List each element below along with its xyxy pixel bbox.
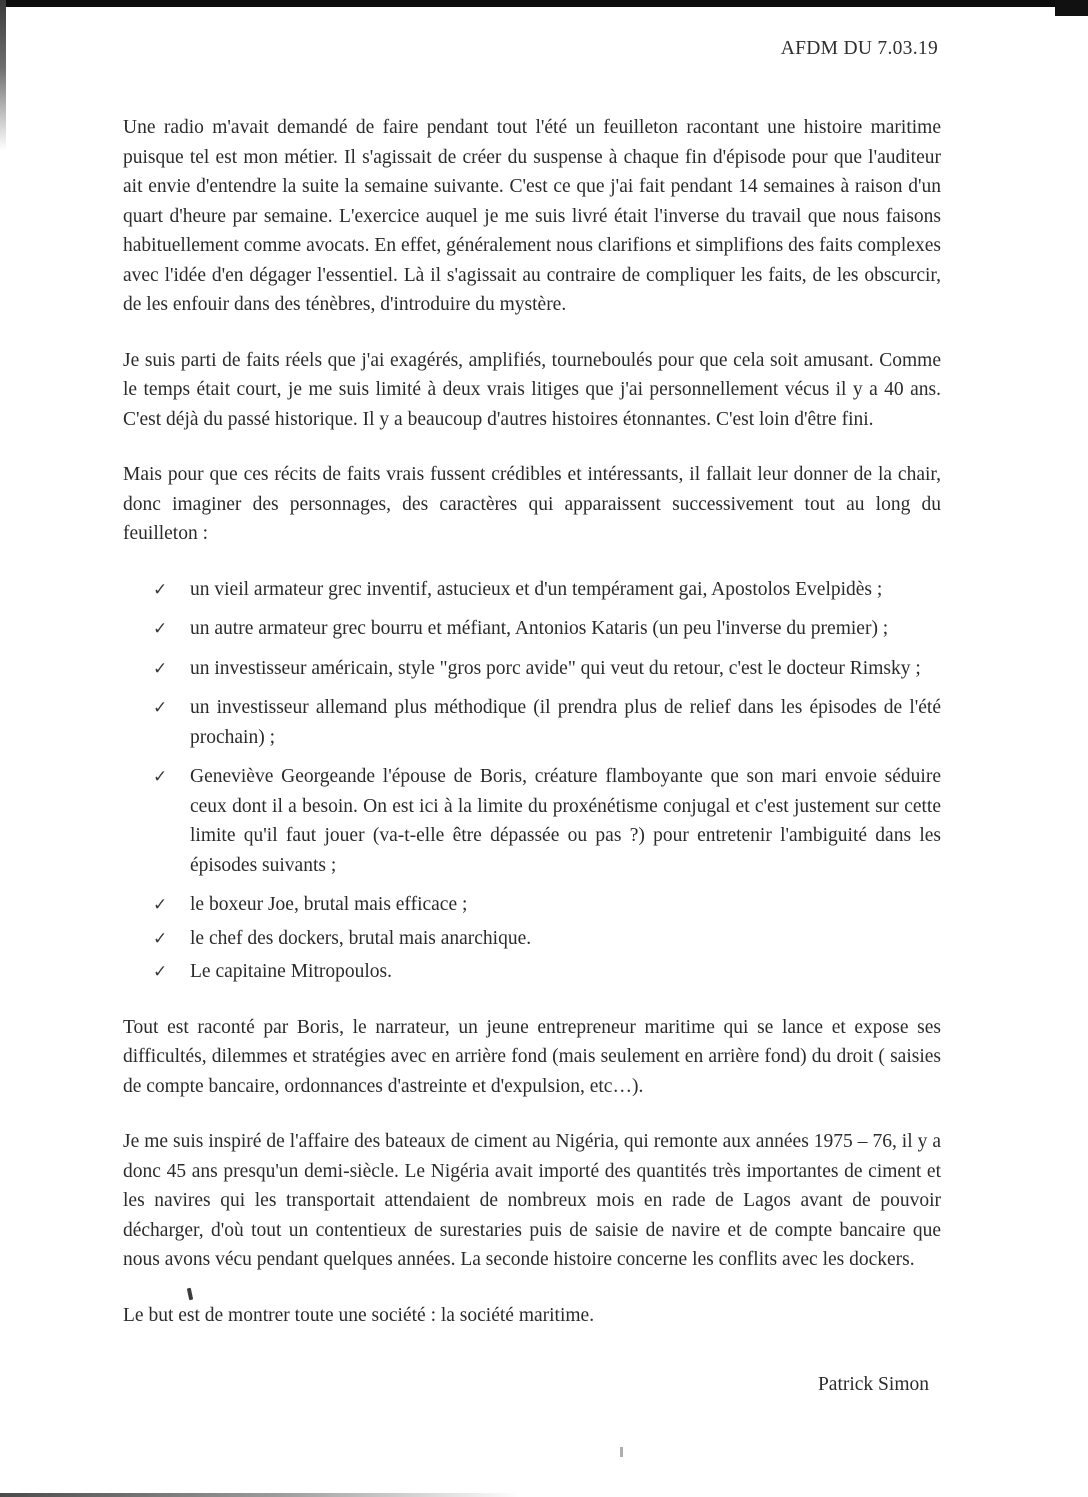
checkmark-icon: ✓ [153,658,168,678]
document-header: AFDM DU 7.03.19 [780,38,938,59]
character-list [123,575,941,987]
scan-edge-left [0,0,6,150]
list-item [145,614,941,644]
scan-speck-artifact [620,1447,623,1457]
document-body [123,113,941,1399]
closing-paragraphs [123,1013,941,1331]
paragraph-real-facts: Je suis parti de faits réels que j'ai exagérés, amplifiés, tourneboulés pour que cela soit amusant. Comme le temps était court, je me suis limité à deux vrais litiges que j'ai personnellement vécus il y a 40 ans. C'est déjà du passé historique. Il y a beaucoup d'autres histoires étonnantes. C'est loin d'être fini. [123,349,941,430]
list-item-label: un autre armateur grec bourru et méfiant, Antonios Kataris (un peu l'inverse du premier) ; [190,618,889,639]
signature-line: Patrick Simon [817,1374,929,1395]
list-item [145,957,941,987]
paragraph-conclusion: Le but est de montrer toute une société : la société maritime. [123,1304,595,1326]
scan-edge-top [0,0,1088,7]
paragraph-characters-intro: Mais pour que ces récits de faits vrais fussent crédibles et intéressants, il fallait leur donner de la chair, donc imaginer des personnages, des caractères qui apparaissent successivement tout au long du feuilleton : [123,464,941,544]
list-item [145,575,941,605]
list-item [145,890,941,920]
list-item-label: le chef des dockers, brutal mais anarchique. [190,927,532,949]
checkmark-icon: ✓ [153,895,168,914]
checkmark-icon: ✓ [153,962,168,981]
paragraph-nigeria-case: Je me suis inspiré de l'affaire des bateaux de ciment au Nigéria, qui remonte aux années 1975 – 76, il y a donc 45 ans presqu'un demi-siècle. Le Nigéria avait importé des quantités très importantes de ciment et les navires qui les transportait attendaient de nombreux mois en rade de Lagos avant de pouvoir décharger, d'où tout un contentieux de surestaries puis de saisie de navire et de compte bancaire que nous avons vécu pendant quelques années. La seconde histoire concerne les conflits avec les dockers. [123,1131,941,1270]
list-item-label: le boxeur Joe, brutal mais efficace ; [190,894,468,915]
list-item-label: Le capitaine Mitropoulos. [190,961,392,982]
list-item [145,924,941,954]
scan-edge-bottom [0,1493,520,1497]
list-item-label: un investisseur américain, style "gros porc avide" qui veut du retour, c'est le docteur Rimsky ; [190,657,921,679]
list-item-label: un investisseur allemand plus méthodique (il prendra plus de relief dans les épisodes de l'été prochain) ; [190,697,941,748]
checkmark-icon: ✓ [153,698,168,717]
list-item [145,654,941,684]
list-item-label: Geneviève Georgeande l'épouse de Boris, créature flamboyante que son mari envoie séduire ceux dont il a besoin. On est ici à la limite du proxénétisme conjugal et c'est justement sur cette limite qu'il faut jouer (va-t-elle être dépassée ou pas ?) pour entretenir l'ambiguité dans les épisodes suivants ; [190,766,941,876]
checkmark-icon: ✓ [153,928,168,948]
list-item-label: un vieil armateur grec inventif, astucieux et d'un tempérament gai, Apostolos Evelpidès ; [190,578,883,600]
checkmark-icon: ✓ [153,619,168,638]
paragraph-intro: Une radio m'avait demandé de faire pendant tout l'été un feuilleton racontant une histoire maritime puisque tel est mon métier. Il s'agissait de créer du suspense à chaque fin d'épisode pour que l'auditeur ait envie d'entendre la suite la semaine suivante. C'est ce que j'ai fait pendant 14 semaines à raison d'un quart d'heure par semaine. L'exercice auquel je me suis livré était l'inverse du travail que nous faisons habituellement comme avocats. En effet, généralement nous clarifions et simplifions des faits complexes avec l'idée d'en dégager l'essentiel. Là il s'agissait au contraire de compliquer les faits, de les obscurcir, de les enfouir dans des ténèbres, d'introduire du mystère. [123,117,941,315]
checkmark-icon: ✓ [153,579,168,599]
paragraph-narrator: Tout est raconté par Boris, le narrateur, un jeune entrepreneur maritime qui se lance et expose ses difficultés, dilemmes et stratégies avec en arrière fond (mais seulement en arrière fond) du droit ( saisies de compte bancaire, ordonnances d'astreinte et d'expulsion, etc…). [123,1016,941,1097]
list-item [145,693,941,752]
checkmark-icon: ✓ [153,767,168,786]
scan-edge-top-right [1055,0,1088,16]
list-item [145,762,941,880]
